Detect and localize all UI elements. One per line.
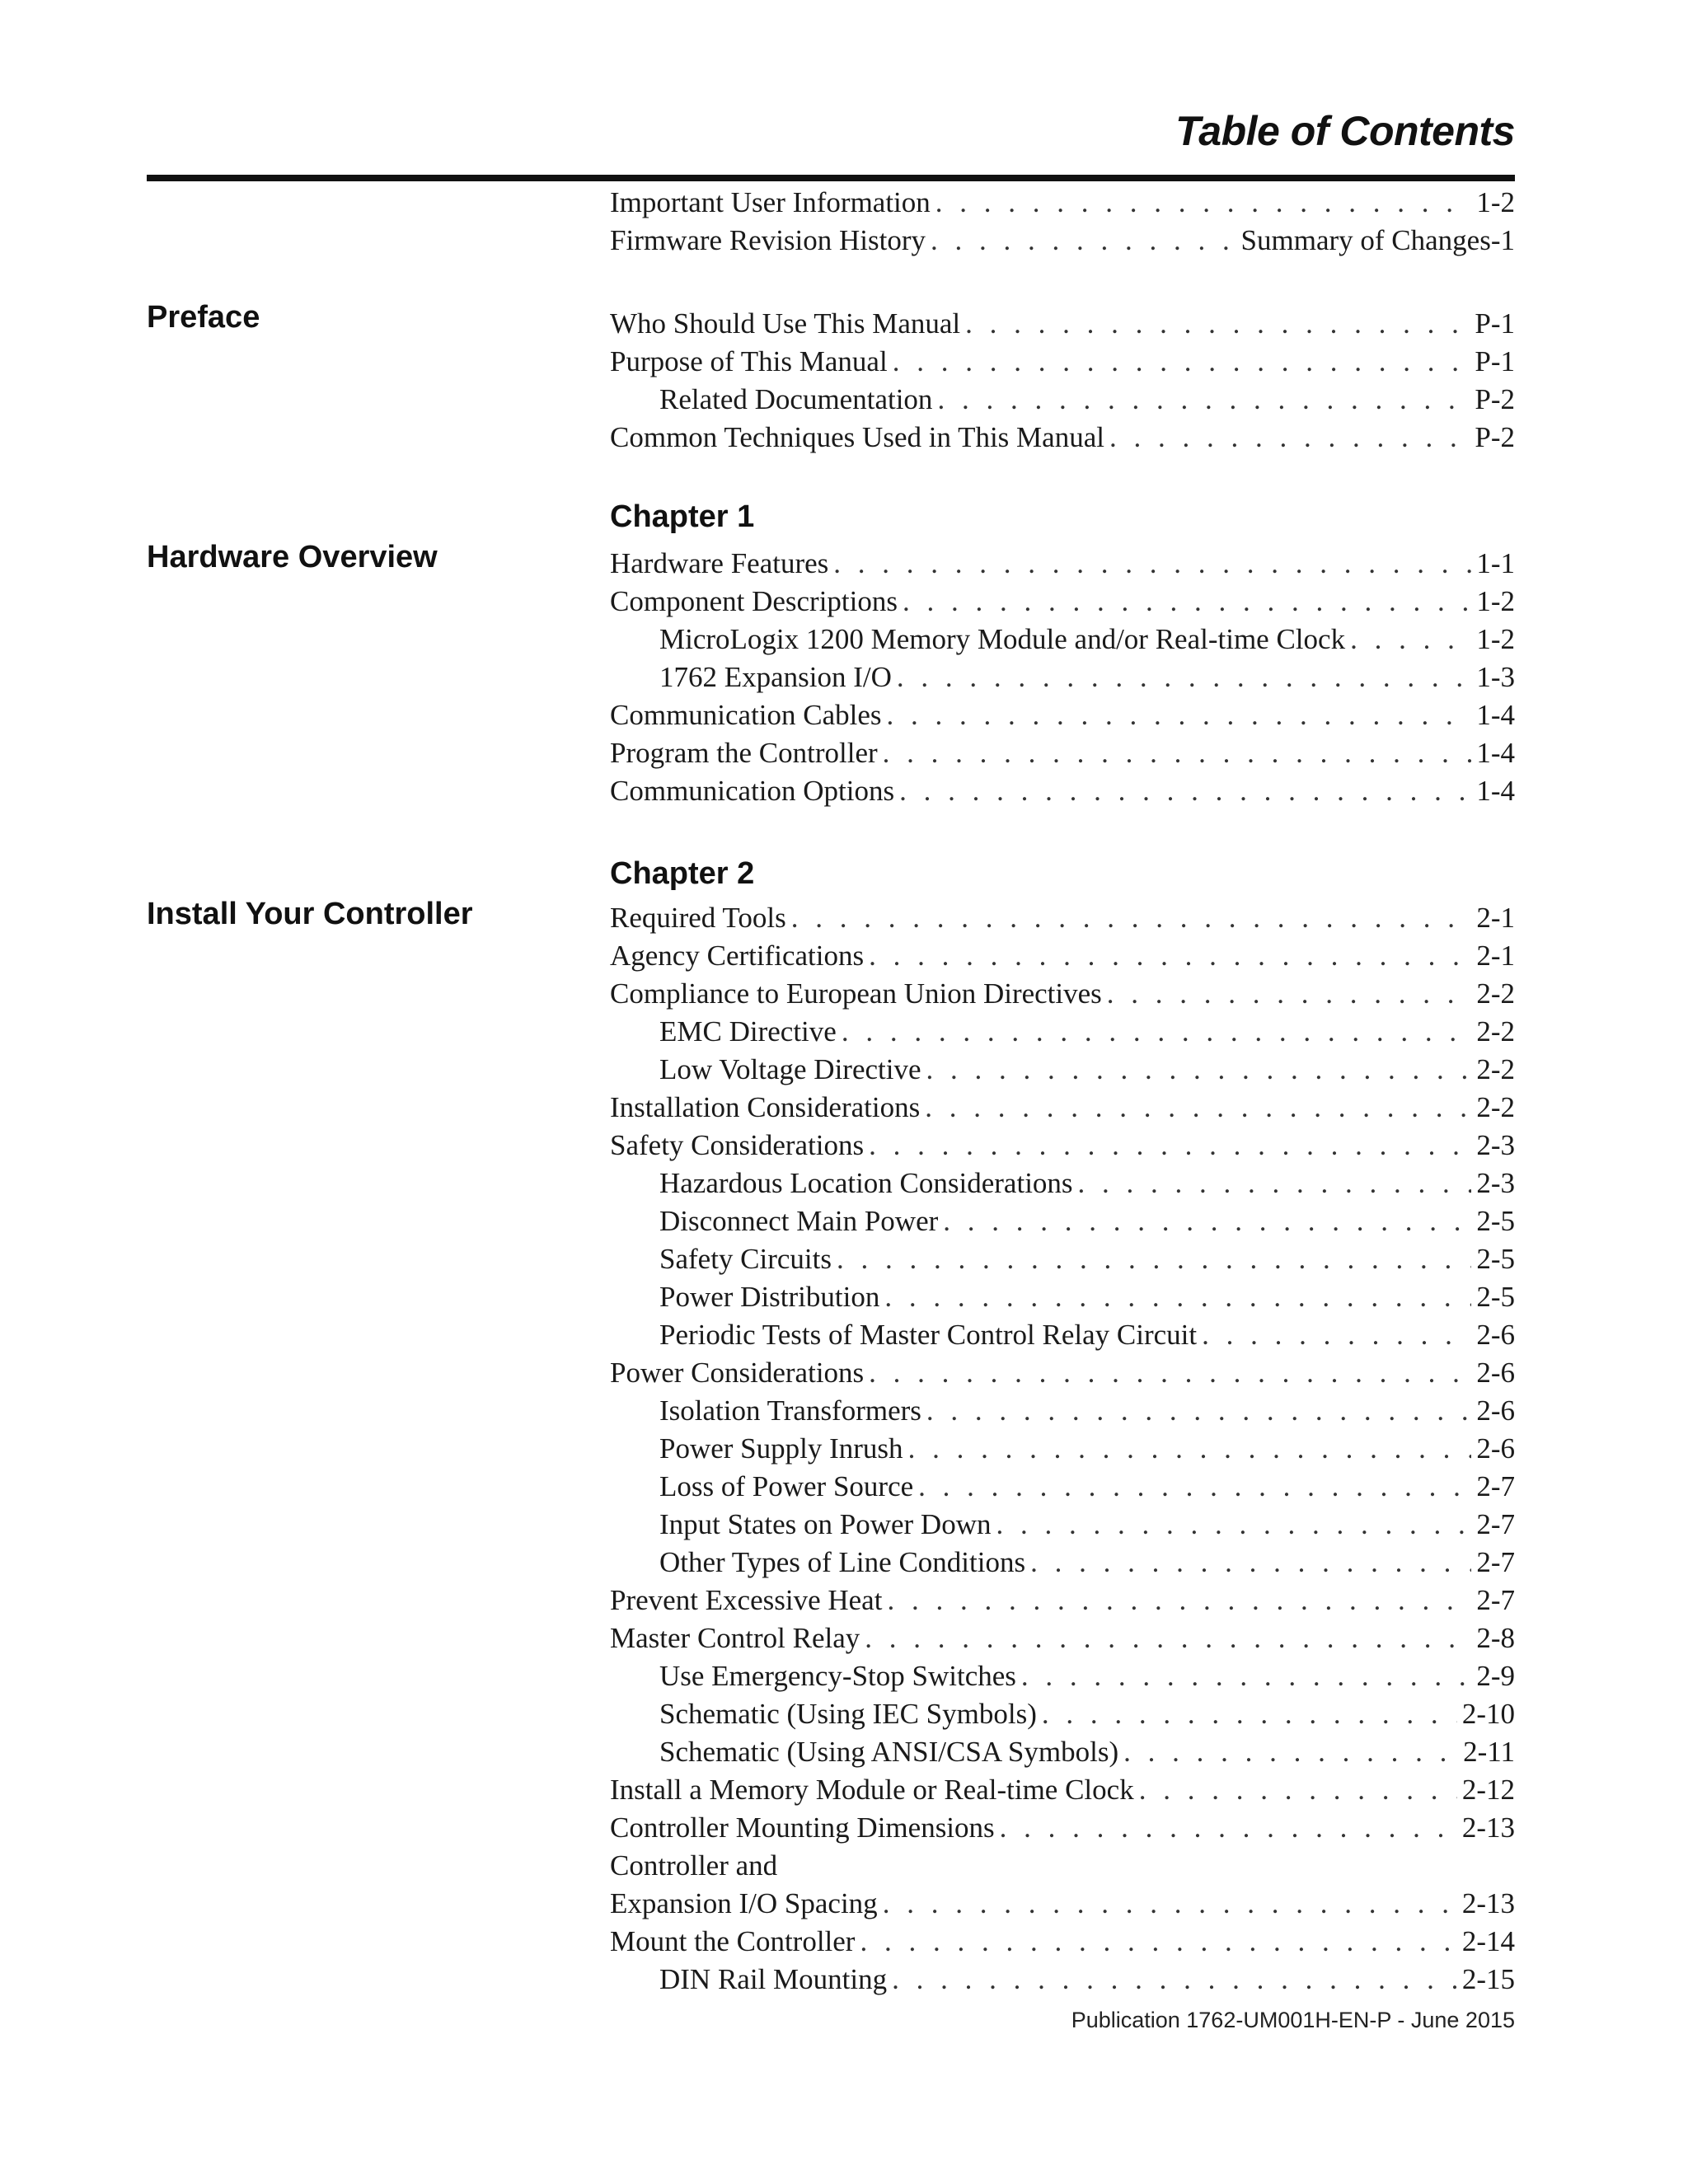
toc-entry-periodic-tests[interactable] [610, 1316, 1515, 1354]
dot-leader [1078, 1165, 1472, 1202]
toc-entry-page: 2-13 [1461, 1811, 1515, 1844]
title-rule [147, 175, 1515, 181]
toc-entry-hazardous-location[interactable] [610, 1165, 1515, 1202]
toc-entry-page: 2-2 [1476, 1015, 1515, 1047]
dot-leader [965, 305, 1470, 343]
toc-entry-page: 2-10 [1461, 1698, 1515, 1730]
toc-entry-label: Power Considerations [610, 1357, 865, 1389]
toc-entry-label: 1762 Expansion I/O [659, 661, 892, 693]
toc-entry-important-user-information[interactable] [610, 184, 1515, 222]
toc-entry-mounting-dimensions[interactable] [610, 1809, 1515, 1847]
toc-entry-power-considerations[interactable] [610, 1354, 1515, 1392]
dot-leader [925, 1089, 1471, 1127]
chapter-2-heading: Chapter 2 [610, 856, 755, 891]
toc-entry-agency-certifications[interactable] [610, 937, 1515, 975]
toc-entry-label: Purpose of This Manual [610, 345, 888, 377]
toc-entry-page: 2-14 [1461, 1925, 1515, 1957]
toc-entry-communication-cables[interactable] [610, 696, 1515, 734]
dot-leader [943, 1202, 1471, 1240]
toc-entry-page: 2-2 [1476, 977, 1515, 1010]
dot-leader [899, 772, 1471, 810]
toc-entry-page: 2-12 [1461, 1774, 1515, 1806]
toc-entry-label: Component Descriptions [610, 585, 898, 617]
toc-entry-expansion-io-spacing[interactable] [610, 1885, 1515, 1923]
toc-entry-label: DIN Rail Mounting [659, 1963, 888, 1995]
toc-entry-power-supply-inrush[interactable] [610, 1430, 1515, 1468]
dot-leader [869, 1354, 1471, 1392]
dot-leader [931, 222, 1236, 260]
toc-entry-expansion-io[interactable] [610, 658, 1515, 696]
toc-entry-label: Safety Circuits [659, 1243, 832, 1275]
toc-entry-label: Required Tools [610, 902, 786, 934]
toc-entry-schematic-ansi[interactable] [610, 1733, 1515, 1771]
toc-entry-master-control-relay[interactable] [610, 1619, 1515, 1657]
toc-entry-label: Controller and [610, 1849, 778, 1882]
toc-entry-mount-controller[interactable] [610, 1923, 1515, 1961]
toc-entry-power-distribution[interactable] [610, 1278, 1515, 1316]
dot-leader [887, 1582, 1471, 1619]
dot-leader [1107, 975, 1472, 1013]
dot-leader [1021, 1657, 1471, 1695]
chapter-1-heading: Chapter 1 [610, 499, 755, 534]
toc-entry-page: 1-4 [1476, 737, 1515, 769]
dot-leader [1202, 1316, 1471, 1354]
toc-entry-label: Who Should Use This Manual [610, 307, 961, 340]
toc-entry-component-descriptions[interactable] [610, 583, 1515, 621]
toc-entry-label: Agency Certifications [610, 940, 865, 972]
toc-entry-firmware-revision-history[interactable] [610, 222, 1515, 260]
toc-entry-memory-module[interactable] [610, 621, 1515, 658]
toc-entry-page: 2-3 [1476, 1167, 1515, 1199]
toc-entry-label: Install a Memory Module or Real-time Clock [610, 1774, 1134, 1806]
toc-entry-label: MicroLogix 1200 Memory Module and/or Real-time Clock [659, 623, 1346, 655]
toc-entry-eu-directives[interactable] [610, 975, 1515, 1013]
toc-entry-page: 1-3 [1476, 661, 1515, 693]
dot-leader [918, 1468, 1471, 1506]
dot-leader [926, 1051, 1472, 1089]
dot-leader [908, 1430, 1472, 1468]
dot-leader [865, 1619, 1471, 1657]
toc-entry-page: 2-3 [1476, 1129, 1515, 1161]
toc-entry-page: P-1 [1475, 307, 1515, 340]
toc-entry-page: 1-2 [1476, 623, 1515, 655]
toc-entry-page: 2-5 [1476, 1243, 1515, 1275]
toc-entry-purpose[interactable] [610, 343, 1515, 381]
toc-entry-page: 2-7 [1476, 1584, 1515, 1616]
dot-leader [935, 184, 1472, 222]
dot-leader [897, 658, 1471, 696]
dot-leader [842, 1013, 1472, 1051]
dot-leader [1139, 1771, 1457, 1809]
toc-entry-page: 2-7 [1476, 1508, 1515, 1540]
toc-entry-page: 2-1 [1476, 902, 1515, 934]
toc-entry-page: 2-6 [1476, 1357, 1515, 1389]
toc-entry-label: Other Types of Line Conditions [659, 1546, 1026, 1578]
toc-entry-safety-circuits[interactable] [610, 1240, 1515, 1278]
dot-leader [884, 1278, 1471, 1316]
dot-leader [833, 545, 1471, 583]
toc-entry-input-states[interactable] [610, 1506, 1515, 1544]
toc-entry-label: Prevent Excessive Heat [610, 1584, 883, 1616]
toc-entry-label: Schematic (Using IEC Symbols) [659, 1698, 1037, 1730]
toc-entry-label: Hardware Features [610, 547, 829, 579]
toc-entry-page: 2-7 [1476, 1546, 1515, 1578]
toc-entry-program-controller[interactable] [610, 734, 1515, 772]
dot-leader [869, 1127, 1471, 1165]
toc-entry-page: 1-2 [1476, 585, 1515, 617]
dot-leader [1350, 621, 1471, 658]
dot-leader [996, 1506, 1471, 1544]
toc-entry-required-tools[interactable] [610, 899, 1515, 937]
dot-leader [903, 583, 1471, 621]
toc-entry-label: Periodic Tests of Master Control Relay Circuit [659, 1319, 1198, 1351]
toc-entry-safety-considerations[interactable] [610, 1127, 1515, 1165]
dot-leader [1030, 1544, 1471, 1582]
toc-entry-label: Expansion I/O Spacing [610, 1887, 878, 1919]
dot-leader [883, 734, 1472, 772]
dot-leader [893, 343, 1470, 381]
toc-entry-label: Communication Options [610, 775, 895, 807]
toc-entry-label: Safety Considerations [610, 1129, 865, 1161]
toc-entry-page: 2-5 [1476, 1205, 1515, 1237]
toc-entry-page: 2-8 [1476, 1622, 1515, 1654]
toc-entry-page: 1-1 [1476, 547, 1515, 579]
toc-entry-controller-and[interactable] [610, 1847, 1515, 1885]
toc-entry-page: 2-7 [1476, 1470, 1515, 1502]
toc-entry-other-line-conditions[interactable] [610, 1544, 1515, 1582]
dot-leader [883, 1885, 1457, 1923]
toc-entry-common-techniques[interactable] [610, 419, 1515, 457]
toc-entry-page: 2-11 [1463, 1736, 1515, 1768]
toc-entry-label: Use Emergency-Stop Switches [659, 1660, 1016, 1692]
section-install-controller: Install Your Controller [147, 897, 473, 931]
toc-entry-related-documentation[interactable] [610, 381, 1515, 419]
toc-entry-label: Communication Cables [610, 699, 882, 731]
toc-entry-page: 1-4 [1476, 699, 1515, 731]
section-preface: Preface [147, 300, 260, 335]
toc-entry-disconnect-main-power[interactable] [610, 1202, 1515, 1240]
toc-entry-isolation-transformers[interactable] [610, 1392, 1515, 1430]
toc-entry-low-voltage-directive[interactable] [610, 1051, 1515, 1089]
toc-entry-page: P-1 [1475, 345, 1515, 377]
toc-entry-hardware-features[interactable] [610, 545, 1515, 583]
toc-entry-page: 2-6 [1476, 1432, 1515, 1465]
toc-entry-label: Controller Mounting Dimensions [610, 1811, 995, 1844]
toc-entry-loss-of-power-source[interactable] [610, 1468, 1515, 1506]
dot-leader [1109, 419, 1470, 457]
toc-entry-installation-considerations[interactable] [610, 1089, 1515, 1127]
toc-entry-label: Important User Information [610, 186, 931, 218]
toc-entry-label: Hazardous Location Considerations [659, 1167, 1073, 1199]
toc-entry-label: Low Voltage Directive [659, 1053, 921, 1085]
dot-leader [837, 1240, 1471, 1278]
toc-entry-label: Related Documentation [659, 383, 933, 415]
toc-entry-page: 2-2 [1476, 1091, 1515, 1123]
toc-entry-who-should-use[interactable] [610, 305, 1515, 343]
publication-footer: Publication 1762-UM001H-EN-P - June 2015 [1071, 2008, 1515, 2032]
section-hardware-overview: Hardware Overview [147, 540, 438, 574]
toc-entry-label: Firmware Revision History [610, 224, 926, 256]
toc-entry-label: Isolation Transformers [659, 1394, 921, 1427]
toc-entry-page: 2-15 [1461, 1963, 1515, 1995]
toc-entry-communication-options[interactable] [610, 772, 1515, 810]
toc-entry-prevent-excessive-heat[interactable] [610, 1582, 1515, 1619]
dot-leader [1042, 1695, 1457, 1733]
toc-entry-din-rail-mounting[interactable] [610, 1961, 1515, 1999]
toc-entry-label: Loss of Power Source [659, 1470, 914, 1502]
toc-entry-page: Summary of Changes-1 [1240, 224, 1515, 256]
toc-entry-emergency-stop[interactable] [610, 1657, 1515, 1695]
dot-leader [887, 696, 1472, 734]
toc-entry-page: 2-13 [1461, 1887, 1515, 1919]
toc-entry-page: 2-9 [1476, 1660, 1515, 1692]
toc-entry-label: Power Distribution [659, 1281, 880, 1313]
dot-leader [1000, 1809, 1457, 1847]
toc-entry-install-memory-module[interactable] [610, 1771, 1515, 1809]
toc-entry-page: 2-2 [1476, 1053, 1515, 1085]
toc-entry-schematic-iec[interactable] [610, 1695, 1515, 1733]
dot-leader [791, 899, 1472, 937]
toc-entry-label: Installation Considerations [610, 1091, 921, 1123]
toc-entry-page: P-2 [1475, 421, 1515, 453]
dot-leader [860, 1923, 1456, 1961]
toc-entry-label: Common Techniques Used in This Manual [610, 421, 1104, 453]
toc-entry-page: 2-6 [1476, 1394, 1515, 1427]
toc-entry-label: Mount the Controller [610, 1925, 856, 1957]
toc-entry-label: Disconnect Main Power [659, 1205, 939, 1237]
dot-leader [892, 1961, 1457, 1999]
toc-entry-label: Schematic (Using ANSI/CSA Symbols) [659, 1736, 1119, 1768]
dot-leader [926, 1392, 1471, 1430]
toc-entry-label: Program the Controller [610, 737, 878, 769]
toc-entry-emc-directive[interactable] [610, 1013, 1515, 1051]
toc-entry-page: 1-4 [1476, 775, 1515, 807]
toc-entry-page: 2-5 [1476, 1281, 1515, 1313]
dot-leader [937, 381, 1470, 419]
toc-entry-label: Power Supply Inrush [659, 1432, 903, 1465]
toc-entry-label: Compliance to European Union Directives [610, 977, 1102, 1010]
toc-entry-page: 2-6 [1476, 1319, 1515, 1351]
toc-entry-page: P-2 [1475, 383, 1515, 415]
toc-entry-label: EMC Directive [659, 1015, 837, 1047]
dot-leader [1123, 1733, 1458, 1771]
toc-entry-page: 1-2 [1476, 186, 1515, 218]
toc-entry-page: 2-1 [1476, 940, 1515, 972]
page-title: Table of Contents [1175, 108, 1515, 154]
dot-leader [869, 937, 1471, 975]
toc-entry-label: Input States on Power Down [659, 1508, 992, 1540]
toc-entry-label: Master Control Relay [610, 1622, 860, 1654]
